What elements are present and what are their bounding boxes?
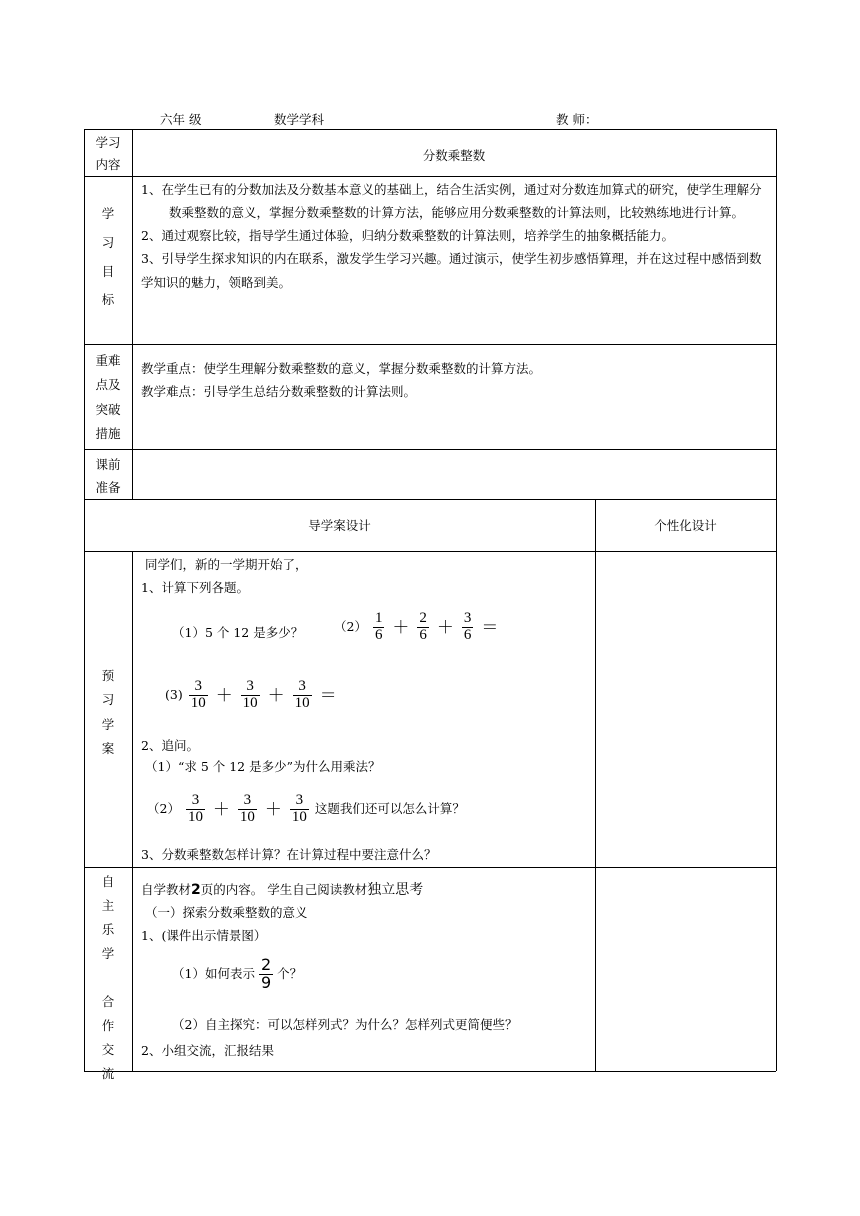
content-label: 学习 内容 bbox=[95, 135, 121, 172]
fraction: $\frac{3}{10}$ bbox=[187, 792, 203, 825]
preview-q2-1: （1）“求 5 个 12 是多少”为什么用乘法？ bbox=[145, 759, 381, 774]
grade-label: 六年 级 bbox=[160, 112, 202, 127]
subject-label: 数学学科 bbox=[274, 112, 325, 127]
goal-item: 1、在学生已有的分数加法及分数基本意义的基础上，结合生活实例，通过对分数连加算式的研究，使学生理解分数乘整数的意义，掌握分数乘整数的计算方法，能够应用分数乘整数的计算法则，比较熟练地进行计算。 bbox=[141, 182, 762, 221]
fraction: $\frac{3}{10}$ bbox=[239, 792, 255, 825]
fraction: $\frac{3}{10}$ bbox=[242, 678, 258, 711]
fraction: $\frac{2}{6}$ bbox=[419, 610, 427, 643]
self-study-s1: 1、(课件出示情景图） bbox=[141, 928, 267, 943]
goal-item: 3、引导学生探求知识的内在联系，激发学生学习兴趣。通过演示，使学生初步感悟算理，并在这过程中感悟到数学知识的魅力，领略到美。 bbox=[141, 251, 762, 290]
fraction: $\frac{1}{6}$ bbox=[374, 610, 383, 643]
preview-q1: 1、计算下列各题。 bbox=[141, 580, 249, 595]
design-header-side: 个性化设计 bbox=[654, 518, 717, 533]
teacher-label: 教 师： bbox=[556, 112, 598, 127]
design-header-main: 导学案设计 bbox=[308, 518, 371, 533]
teaching-difficulty: 教学难点：引导学生总结分数乘整数的计算法则。 bbox=[141, 384, 417, 400]
prep-label: 课前 准备 bbox=[95, 457, 121, 496]
preview-q1-2: （2） $\frac{1}{6}$ ＋ $\frac{2}{6}$ ＋ $\frac{3}{6}$ ＝ bbox=[334, 610, 499, 643]
teaching-focus: 教学重点：使学生理解分数乘整数的意义，掌握分数乘整数的计算方法。 bbox=[141, 361, 542, 376]
key-points-label: 重难 点及 突破 措施 bbox=[95, 353, 121, 442]
self-study-s1-2: （2）自主探究：可以怎样列式？为什么？怎样列式更简便些？ bbox=[172, 1017, 518, 1032]
fraction: $\frac{3}{10}$ bbox=[190, 678, 206, 711]
self-study-intro: 自学教材2页的内容。 学生自己阅读教材独立思考 bbox=[141, 882, 424, 898]
goals-list bbox=[141, 178, 771, 294]
fraction: $\frac{3}{10}$ bbox=[294, 678, 310, 711]
key-points bbox=[141, 357, 541, 403]
self-study-label: 自 主 乐 学 合 作 交 流 bbox=[101, 874, 115, 1081]
fraction: $\frac{3}{10}$ bbox=[291, 792, 307, 825]
preview-label: 预 习 学 案 bbox=[101, 668, 115, 757]
self-study-s1-1: （1）如何表示 $\frac{2}{9}$ 个？ bbox=[172, 955, 303, 992]
fraction: $\frac{2}{9}$ bbox=[260, 955, 272, 992]
goal-item: 2、通过观察比较，指导学生通过体验，归纳分数乘整数的计算法则，培养学生的抽象概括能力。 bbox=[141, 228, 674, 244]
goals-label: 学 习 目 标 bbox=[101, 206, 115, 308]
self-study-s2: 2、小组交流，汇报结果 bbox=[141, 1043, 274, 1058]
self-study-part1: （一）探索分数乘整数的意义 bbox=[145, 905, 308, 920]
preview-intro: 同学们，新的一学期开始了， bbox=[145, 557, 308, 572]
preview-q2-2: （2） $\frac{3}{10}$ ＋ $\frac{3}{10}$ ＋ $\frac{3}{10}$ 这题我们还可以怎么计算？ bbox=[147, 792, 465, 825]
lesson-topic: 分数乘整数 bbox=[422, 148, 486, 163]
preview-q3: 3、分数乘整数怎样计算？在计算过程中要注意什么？ bbox=[141, 847, 437, 862]
preview-q2: 2、追问。 bbox=[141, 738, 199, 753]
preview-q1-3: (3) $\frac{3}{10}$ ＋ $\frac{3}{10}$ ＋ $\frac{3}{10}$ ＝ bbox=[165, 678, 337, 711]
preview-q1-1: （1）5 个 12 是多少？ bbox=[172, 625, 304, 640]
fraction: $\frac{3}{6}$ bbox=[463, 610, 472, 643]
